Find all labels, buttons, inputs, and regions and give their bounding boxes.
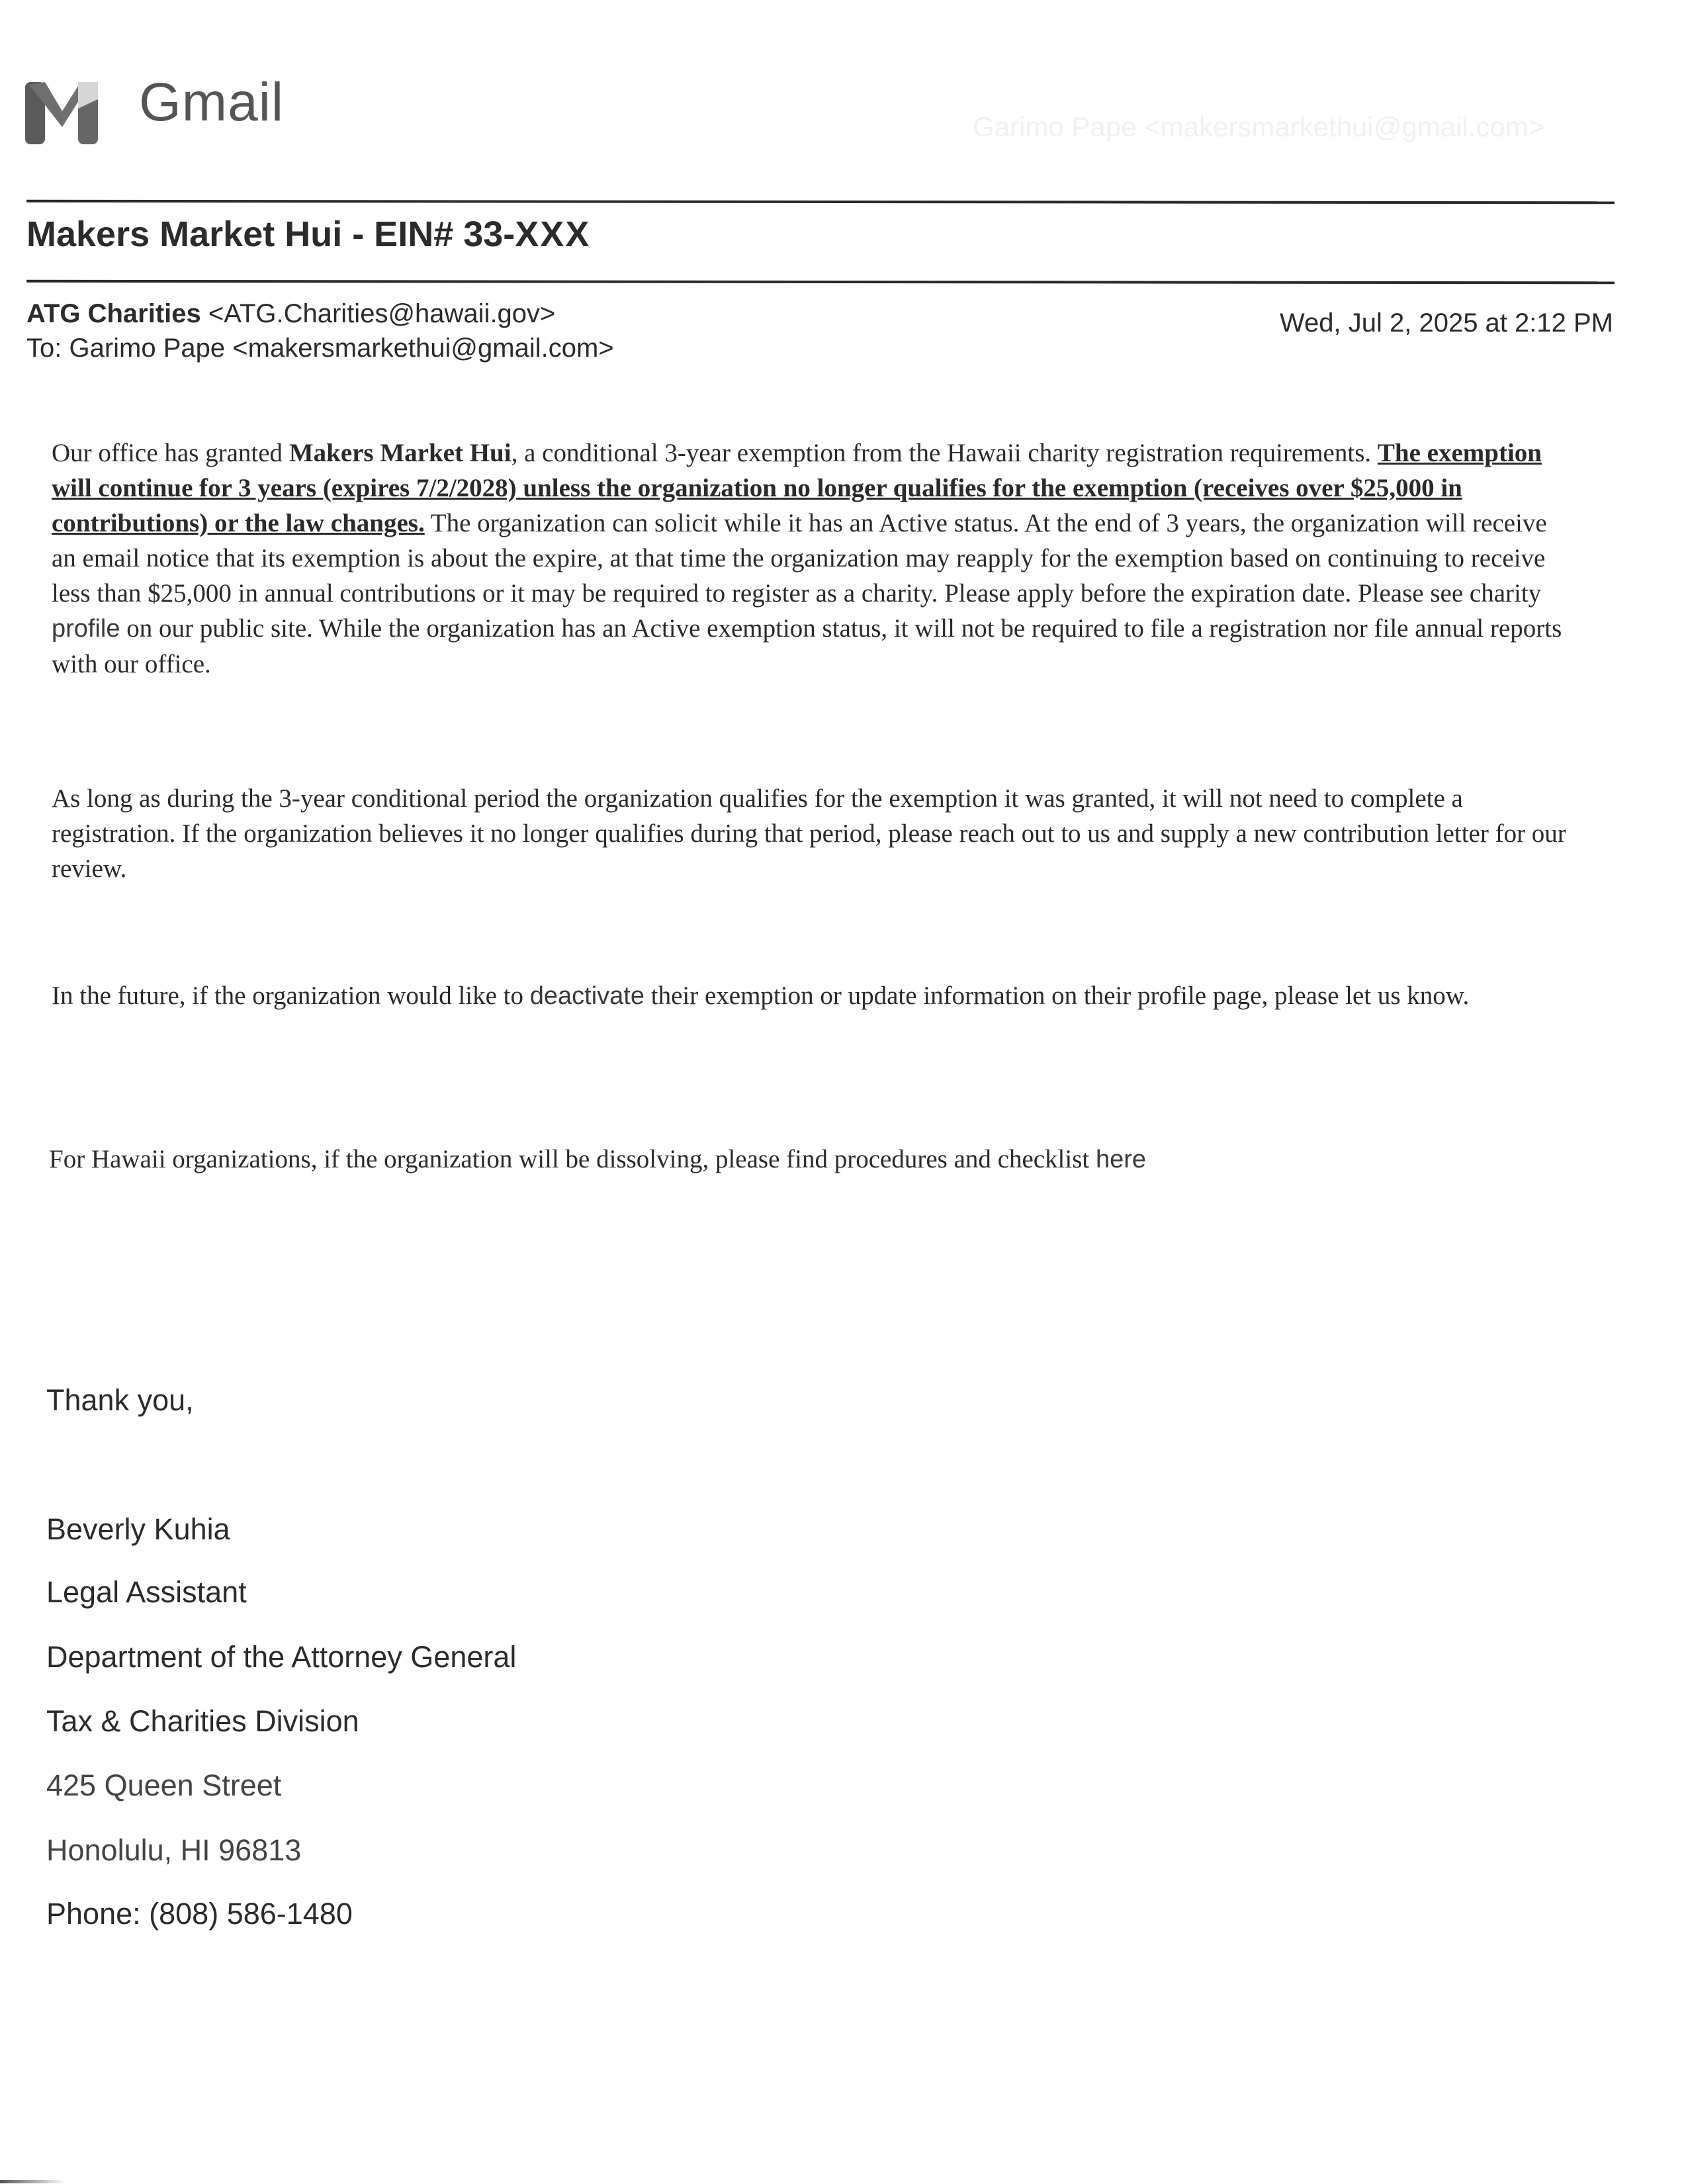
- phone-number[interactable]: (808) 586-1480: [149, 1897, 353, 1931]
- address-city: Honolulu, HI 96813: [46, 1833, 302, 1867]
- organization-name: Makers Market Hui: [288, 439, 511, 467]
- account-ghost-text: Garimo Pape <makersmarkethui@gmail.com>: [973, 111, 1545, 142]
- closing: Thank you,: [46, 1383, 194, 1417]
- email-to: [26, 334, 614, 363]
- profile-link[interactable]: profile: [52, 615, 120, 643]
- deactivate-link[interactable]: deactivate: [529, 982, 644, 1010]
- subject-divider: [26, 280, 1615, 285]
- email-date: Wed, Jul 2, 2025 at 2:12 PM: [1279, 308, 1613, 338]
- sender-name: ATG Charities: [26, 299, 201, 328]
- signer-name: Beverly Kuhia: [46, 1512, 230, 1546]
- dissolution-here-link[interactable]: here: [1096, 1146, 1147, 1173]
- subject-redacted-ein: XXX: [515, 214, 591, 254]
- p3-text-2: their exemption or update information on their profile page, please let us know.: [644, 981, 1470, 1010]
- p3-text-1: In the future, if the organization would like to: [52, 981, 530, 1010]
- sender-email: <ATG.Charities@hawaii.gov>: [208, 299, 556, 328]
- body-paragraph-2: As long as during the 3-year conditional period the organization qualifies for the exemption it was granted, it will not need to complete a registration. If the organization believes it no longer qualifies during that period, please reach out to us and supply a new contribution letter for our review.: [52, 784, 1566, 883]
- signer-title: Legal Assistant: [46, 1575, 247, 1609]
- scan-edge-shadow: [0, 2180, 66, 2183]
- phone-label: Phone:: [46, 1897, 141, 1931]
- email-subject: [26, 214, 590, 255]
- gmail-brand-text: Gmail: [139, 72, 285, 132]
- p1-text-4: on our public site. While the organization has an Active exemption status, it will not be required to file a registration nor file annual reports with our office.: [52, 614, 1562, 678]
- p4-text-1: For Hawaii organizations, if the organization will be dissolving, please find procedures and checklist: [49, 1145, 1096, 1173]
- signer-department: Department of the Attorney General: [46, 1640, 517, 1674]
- body-paragraph-3: [52, 978, 1567, 1014]
- signer-division: Tax & Charities Division: [46, 1704, 359, 1738]
- body-paragraph-1: [52, 435, 1567, 682]
- gmail-logo-icon: [25, 79, 98, 146]
- phone: [46, 1897, 353, 1931]
- to-label: To:: [26, 334, 62, 363]
- recipient-email: <makersmarkethui@gmail.com>: [232, 334, 614, 363]
- p1-text-3: The organization can solicit while it has an Active status. At the end of 3 years, the organization will receive an email notice that its exemption is about the expire, at that time the organization may reapply for the exemption based on continuing to receive less than $25,000 in annual contributions or it may be required to register as a charity. Please apply before the expiration date. Please see charity: [52, 509, 1547, 608]
- exemption-terms-underlined: The exemption will continue for 3 years (expires 7/2/2028) unless the organization no longer qualifies for the exemption (receives over $25,000 in contributions) or the law changes.: [52, 439, 1542, 537]
- p1-text-1: Our office has granted: [52, 439, 289, 467]
- p1-text-2: , a conditional 3-year exemption from the Hawaii charity registration requirements.: [511, 439, 1378, 467]
- address-street: 425 Queen Street: [46, 1768, 282, 1802]
- header-divider: [26, 200, 1615, 205]
- email-from: [26, 299, 555, 329]
- body-paragraph-4: [49, 1142, 1564, 1177]
- subject-text: Makers Market Hui - EIN# 33-: [26, 214, 515, 254]
- recipient-name: Garimo Pape: [69, 334, 226, 363]
